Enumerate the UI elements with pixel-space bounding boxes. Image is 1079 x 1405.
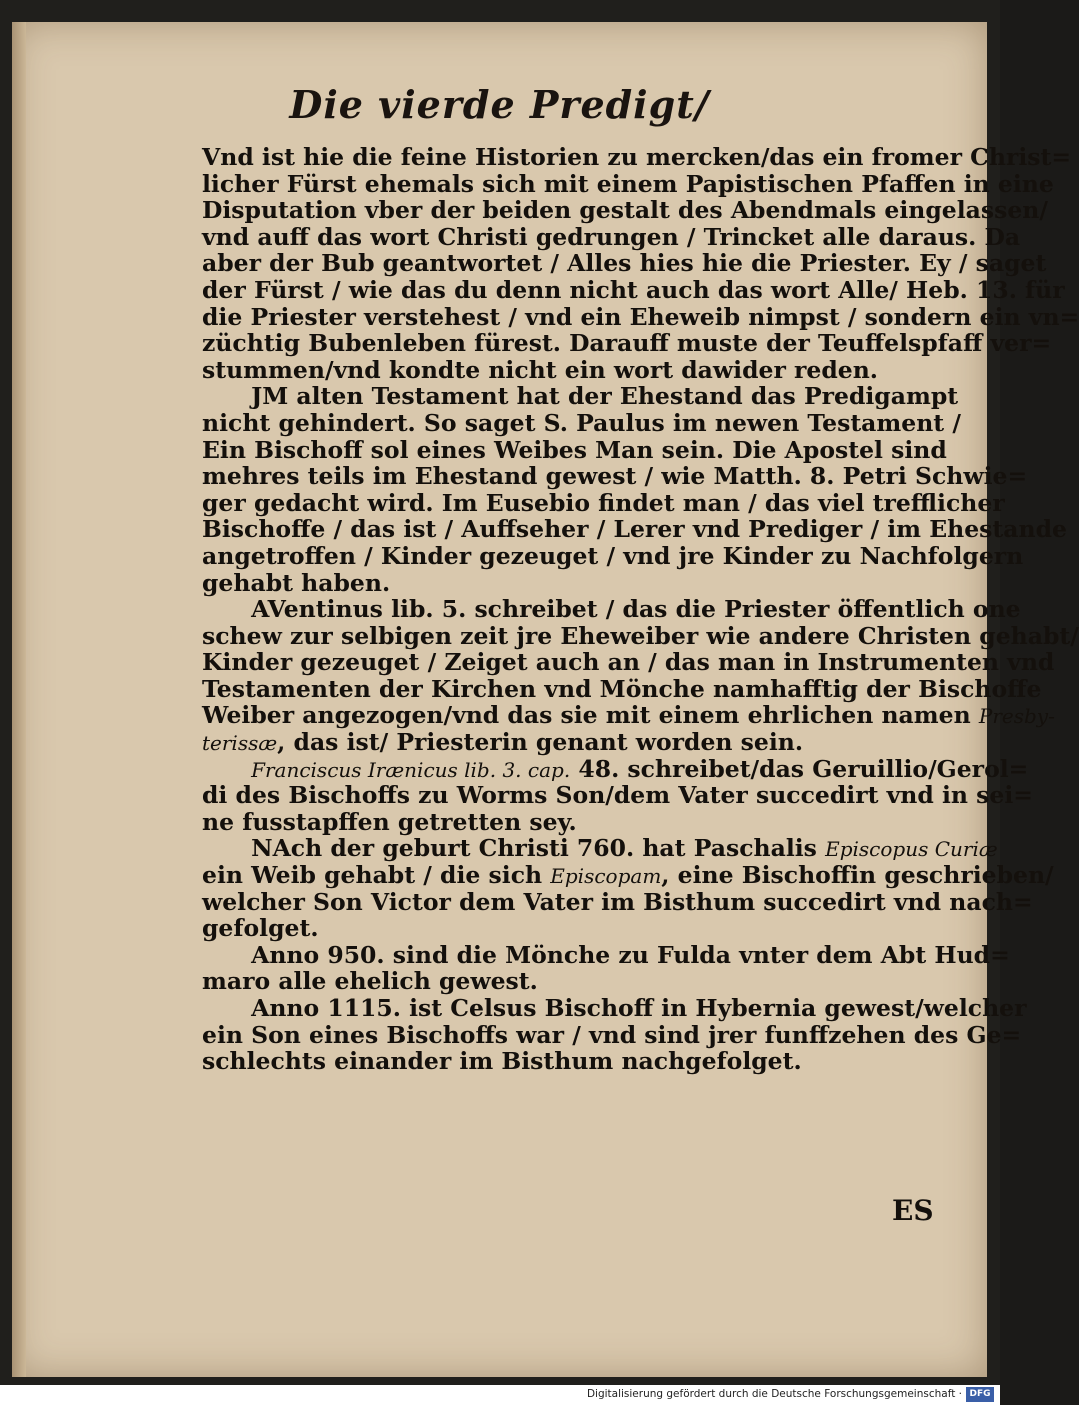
text-line	[202, 595, 1021, 624]
text-segment: , das ist/ Priesterin genant worden sein.	[277, 728, 804, 757]
text-segment: gefolget.	[202, 914, 319, 943]
text-segment: Anno 1115. ist Celsus Bischoff in Hybernia gewest/welcher	[202, 994, 1027, 1022]
text-segment: angetroffen / Kinder gezeuget / vnd jre Kinder zu Nachfolgern	[202, 541, 1024, 570]
dfg-logo: DFG	[966, 1387, 994, 1402]
footer-bar	[0, 1385, 1000, 1405]
body-text	[202, 143, 1079, 1076]
text-segment: Ein Bischoff sol eines Weibes Man sein. Die Apostel sind	[202, 435, 947, 464]
text-line	[202, 781, 1033, 810]
book-page	[12, 22, 1079, 1377]
text-segment: , eine Bischoffin geschrieben/	[661, 861, 1054, 890]
text-line	[202, 570, 962, 597]
text-line	[202, 809, 962, 836]
text-segment: nicht gehindert. So saget S. Paulus im newen Testament /	[202, 408, 961, 437]
funding-notice: Digitalisierung gefördert durch die Deutsche Forschungsgemeinschaft ·	[586, 1388, 962, 1400]
text-line	[202, 648, 1055, 677]
text-line	[202, 1020, 1022, 1049]
text-line	[202, 275, 1065, 304]
text-line	[202, 968, 962, 995]
text-line	[202, 515, 1067, 544]
running-head: Die vierde Predigt/	[289, 82, 710, 127]
text-segment: Kinder gezeuget / Zeiget auch an / das man in Instrumenten vnd	[202, 648, 1055, 677]
text-line	[202, 383, 962, 410]
text-segment: welcher Son Victor dem Vater im Bisthum succedirt vnd nach=	[202, 887, 1033, 916]
text-segment: ne fusstapffen getretten sey.	[202, 807, 577, 836]
text-line	[202, 169, 1054, 198]
text-line	[202, 701, 1055, 730]
text-line	[202, 143, 1072, 171]
page-edge-shadow	[12, 22, 26, 1377]
text-line	[202, 249, 1047, 278]
text-segment: aber der Bub geantwortet / Alles hies hie die Priester. Ey / saget	[202, 249, 1047, 278]
text-segment: züchtig Bubenleben fürest. Darauff muste der Teuffelspfaff ver=	[202, 329, 1052, 358]
text-segment: JM alten Testament hat der Ehestand das Predigampt	[202, 382, 959, 411]
text-line	[202, 729, 962, 756]
text-line	[202, 940, 1010, 969]
text-line	[202, 1048, 962, 1075]
text-line	[202, 915, 962, 942]
text-segment: vnd auff das wort Christi gedrungen / Trincket alle daraus. Da	[202, 222, 1021, 251]
text-segment: schew zur selbigen zeit jre Eheweiber wie andere Christen gehabt/	[202, 621, 1079, 650]
text-line	[202, 437, 962, 464]
text-segment: stummen/vnd kondte nicht ein wort dawider reden.	[202, 355, 878, 384]
text-line	[202, 887, 1033, 916]
text-segment: di des Bischoffs zu Worms Son/dem Vater succedirt vnd in sei=	[202, 781, 1033, 810]
text-segment: ein Weib gehabt / die sich	[202, 861, 551, 890]
text-line	[202, 329, 1052, 358]
text-segment: schlechts einander im Bisthum nachgefolget.	[202, 1047, 802, 1076]
text-segment: maro alle ehelich gewest.	[202, 967, 538, 996]
text-segment: Anno 950. sind die Mönche zu Fulda vnter dem Abt Hud=	[202, 940, 1010, 969]
text-line	[202, 462, 1028, 491]
text-segment: Bischoffe / das ist / Auffseher / Lerer vnd Prediger / im Ehestande	[202, 515, 1067, 544]
text-segment: ein Son eines Bischoffs war / vnd sind jrer funffzehen des Ge=	[202, 1020, 1022, 1049]
text-segment: Testamenten der Kirchen vnd Mönche namhafftig der Bischoffe	[202, 674, 1042, 703]
text-line	[202, 754, 1029, 783]
text-line	[202, 621, 1079, 650]
text-line	[202, 541, 1024, 570]
text-line	[202, 994, 1027, 1022]
text-segment: licher Fürst ehemals sich mit einem Papistischen Pfaffen in eine	[202, 169, 1054, 198]
text-line	[202, 674, 1042, 703]
catchword: ES	[892, 1194, 934, 1227]
text-line	[202, 410, 962, 437]
text-line	[202, 834, 998, 863]
text-segment: AVentinus lib. 5. schreibet / das die Priester öffentlich one	[202, 595, 1021, 624]
text-segment: mehres teils im Ehestand gewest / wie Matth. 8. Petri Schwie=	[202, 462, 1028, 491]
text-segment: 48. schreibet/das Geruillio/Gerol=	[570, 754, 1029, 783]
text-line	[202, 196, 1048, 225]
text-line	[202, 861, 1054, 890]
text-segment: Weiber angezogen/vnd das sie mit einem ehrlichen namen	[202, 701, 979, 730]
italic-segment: terissæ	[202, 731, 278, 756]
text-line	[202, 357, 962, 384]
italic-segment: Franciscus Irænicus lib. 3. cap.	[251, 757, 571, 782]
text-line	[202, 222, 1021, 251]
text-segment	[202, 755, 251, 783]
text-line	[202, 488, 1005, 517]
text-segment: die Priester verstehest / vnd ein Eheweib nimpst / sondern ein vn=	[202, 302, 1079, 331]
italic-segment: Episcopam	[550, 864, 662, 889]
italic-segment: Presby-	[978, 704, 1055, 729]
text-segment: ger gedacht wird. Im Eusebio findet man / das viel trefflicher	[202, 488, 1005, 517]
text-segment: der Fürst / wie das du denn nicht auch das wort Alle/ Heb. 13. für	[202, 275, 1065, 304]
italic-segment: Episcopus Curiæ	[825, 837, 998, 862]
text-segment: gehabt haben.	[202, 568, 391, 597]
text-segment: Vnd ist hie die feine Historien zu mercken/das ein fromer Christ=	[202, 143, 1072, 171]
text-segment: NAch der geburt Christi 760. hat Paschalis	[202, 834, 826, 863]
text-line	[202, 302, 1079, 331]
text-segment: Disputation vber der beiden gestalt des Abendmals eingelassen/	[202, 196, 1048, 225]
